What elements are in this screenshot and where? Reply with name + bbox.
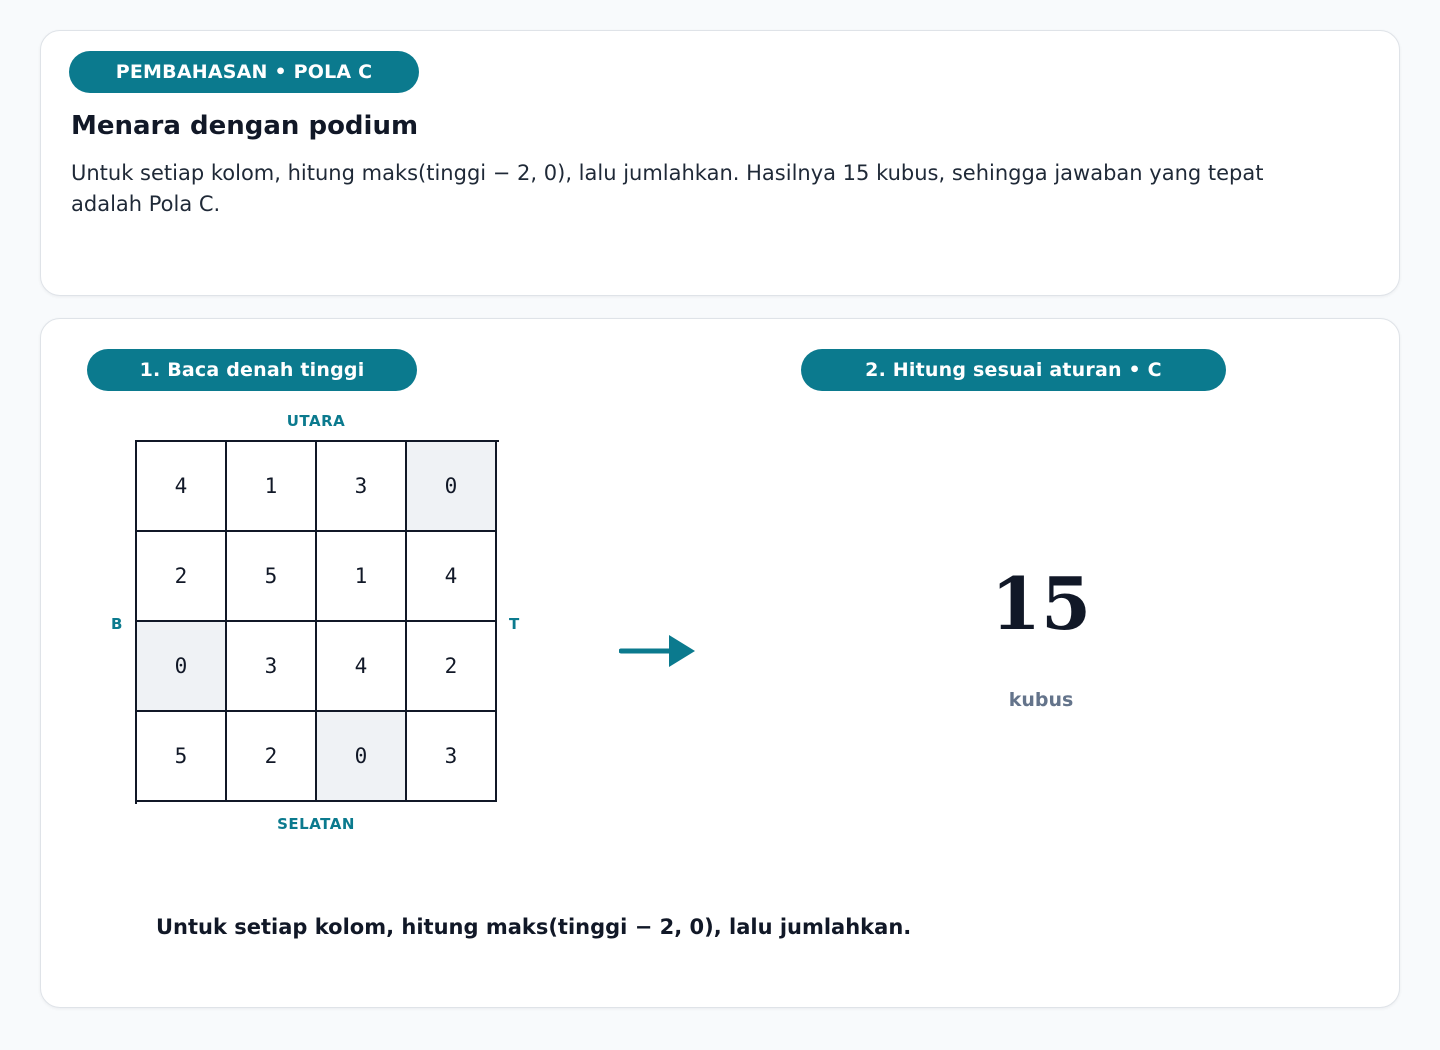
grid-cell: 4 xyxy=(407,532,497,622)
result-unit: kubus xyxy=(1008,689,1074,711)
grid-cell: 3 xyxy=(317,442,407,532)
result-value: 15 xyxy=(990,561,1092,646)
page-title: Menara dengan podium xyxy=(71,111,419,141)
grid-cell: 5 xyxy=(137,712,227,802)
grid-cell: 0 xyxy=(317,712,407,802)
compass-west-label: B xyxy=(111,615,123,633)
grid-cell: 1 xyxy=(317,532,407,622)
solution-card xyxy=(40,318,1400,1008)
explanation-text: Untuk setiap kolom, hitung maks(tinggi − 2, 0), lalu jumlahkan. Hasilnya 15 kubus, sehingga jawaban yang tepat adalah Pola C. xyxy=(71,161,1264,216)
explanation-badge: PEMBAHASAN • POLA C xyxy=(69,51,419,93)
explanation-card xyxy=(40,30,1400,296)
grid-cell: 3 xyxy=(407,712,497,802)
grid-cell: 2 xyxy=(227,712,317,802)
grid-cell: 0 xyxy=(407,442,497,532)
grid-cell: 4 xyxy=(137,442,227,532)
step1-label: 1. Baca denah tinggi xyxy=(87,349,417,391)
grid-cell: 3 xyxy=(227,622,317,712)
grid-cell: 2 xyxy=(137,532,227,622)
compass-east-label: T xyxy=(509,615,520,633)
compass-south-label: SELATAN xyxy=(277,815,355,833)
grid-cell: 5 xyxy=(227,532,317,622)
grid-cell: 4 xyxy=(317,622,407,712)
arrow-right-icon xyxy=(619,633,697,669)
height-map-grid xyxy=(135,440,499,804)
grid-cell: 0 xyxy=(137,622,227,712)
step2-label: 2. Hitung sesuai aturan • C xyxy=(801,349,1226,391)
grid-cell: 1 xyxy=(227,442,317,532)
compass-north-label: UTARA xyxy=(286,412,346,430)
grid-cell: 2 xyxy=(407,622,497,712)
rule-text: Untuk setiap kolom, hitung maks(tinggi − 2, 0), lalu jumlahkan. xyxy=(156,915,912,939)
